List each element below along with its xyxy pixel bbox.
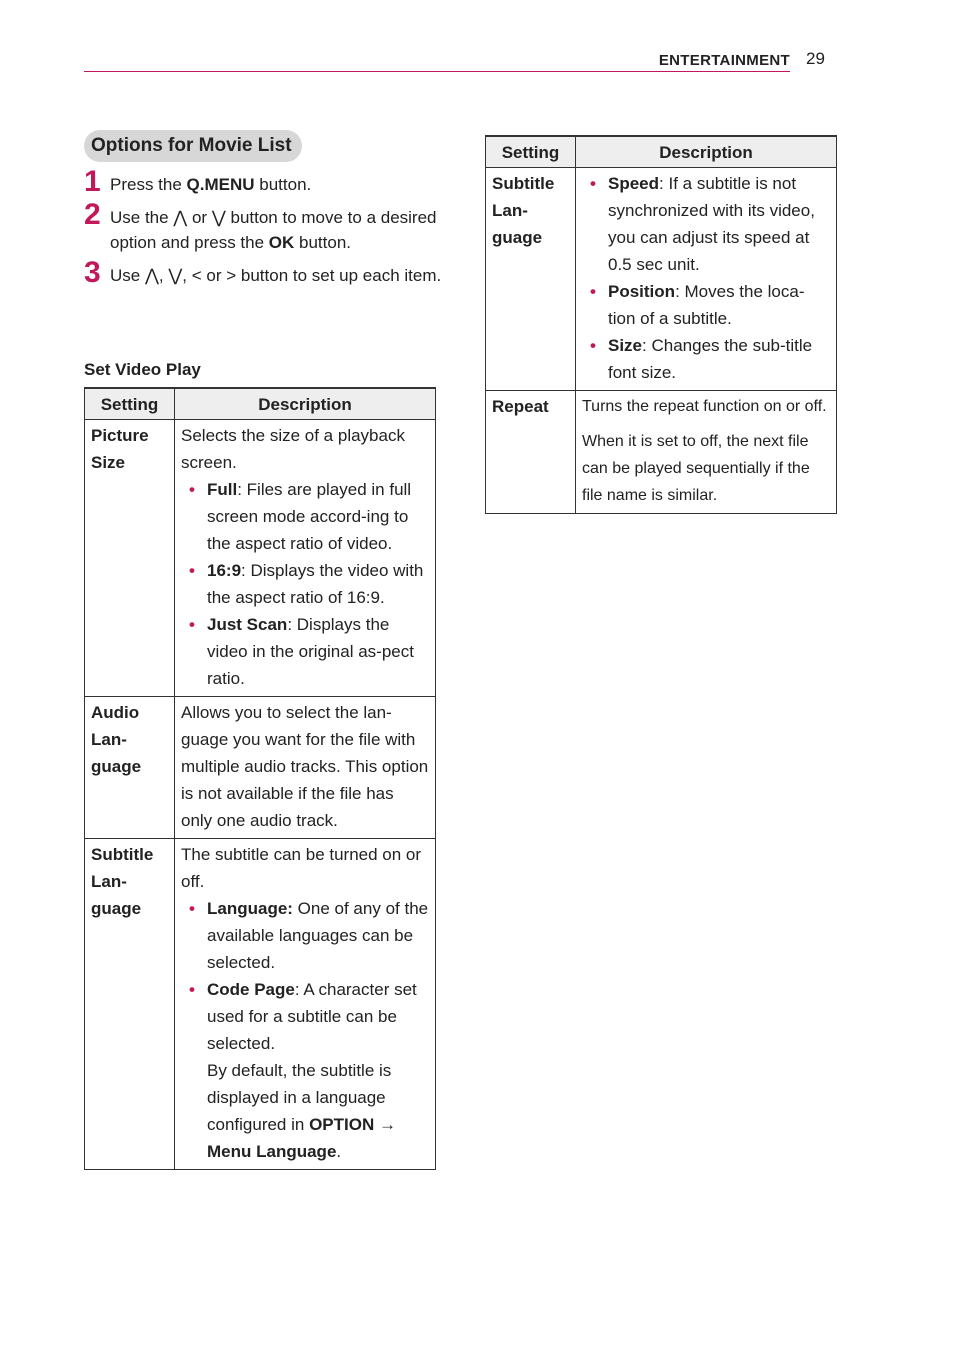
bullet-term: Position [608,282,676,301]
setting-name-line: guage [91,899,142,918]
list-item [181,976,429,1057]
step-text-part: button. [294,233,351,252]
setting-description [175,697,436,839]
bullet-term: Size [608,336,643,355]
setting-name-line: Audio [91,703,140,722]
step-text [110,172,444,197]
setting-description [576,168,837,391]
bullet-term: Just Scan [207,615,288,634]
bullet-list [582,170,830,386]
step-3 [84,256,444,289]
description-text: Allows you to select the lan-guage you want for the file with multiple audio tracks. This option is not available if the file has only one audio track. [181,703,429,830]
setting-name-line: Lan- [91,730,127,749]
bullet-list [181,895,429,1057]
sub-title: Set Video Play [84,360,201,379]
bullet-text: : Moves the loca-tion of a subtitle. [608,282,805,328]
step-1 [84,165,444,198]
note-text: By default, the subtitle is displayed in a language configured in [207,1061,392,1134]
list-item [181,611,429,692]
bullet-term: Speed [608,174,660,193]
setting-description [175,839,436,1170]
step-text: Use ⋀, ⋁, < or > button to set up each item. [110,266,442,285]
setting-description [576,391,837,514]
setting-name-line: Picture [91,426,149,445]
column-header-setting: Setting [85,388,175,420]
bullet-term: Code Page [207,980,295,999]
table-header-row [85,388,436,420]
default-language-note [181,1057,429,1165]
table-row-picture-size [85,420,436,697]
setting-name-line: Lan- [91,872,127,891]
bullet-text: : Displays the video with the aspect ratio of 16:9. [207,561,424,607]
step-2 [84,198,444,255]
description-intro: The subtitle can be turned on or off. [181,845,422,891]
setting-name-line: guage [91,757,142,776]
table-row-subtitle-language [85,839,436,1170]
description-intro: Selects the size of a playback screen. [181,426,405,472]
step-text-part: button. [254,175,312,194]
setting-name-line: Subtitle [492,174,555,193]
table-row-subtitle-language [486,168,837,391]
table-header-row [486,136,837,168]
bullet-text: : Displays the video in the original as-pect ratio. [207,615,414,688]
step-list [84,165,444,296]
left-options-table [84,387,436,1170]
list-item [181,895,429,976]
list-item [582,170,830,278]
step-text [110,205,444,255]
page-number: 29 [806,49,825,68]
bullet-term: Full [207,480,238,499]
bullet-term: 16:9 [207,561,242,580]
header-section-label: ENTERTAINMENT [658,52,790,69]
list-item [582,332,830,386]
note-menu-language: Menu Language [207,1142,337,1161]
bullet-text: One of any of the available languages can be selected. [207,899,429,972]
step-number: 2 [84,198,101,231]
setting-name-line: Lan- [492,201,528,220]
step-number: 3 [84,256,101,289]
setting-name-line: Subtitle [91,845,154,864]
setting-description [175,420,436,697]
bullet-list [181,476,429,692]
bullet-text: : If a subtitle is not synchronized with its video, you can adjust its speed at 0.5 sec unit. [608,174,815,274]
repeat-description-1: Turns the repeat function on or off. [582,398,827,415]
table-row-audio-language [85,697,436,839]
setting-name [85,839,175,1170]
step-number: 1 [84,165,101,198]
setting-name-line: Size [91,453,126,472]
list-item [582,278,830,332]
bullet-term: Language: [207,899,293,918]
list-item [181,557,429,611]
column-header-setting: Setting [486,136,576,168]
bullet-text: : Files are played in full screen mode accord-ing to the aspect ratio of video. [207,480,412,553]
step-text-part: Press the [110,175,187,194]
bullet-text: : A character set used for a subtitle can be selected. [207,980,417,1053]
setting-name-line: guage [492,228,543,247]
setting-name [486,168,576,391]
bullet-text: : Changes the sub-title font size. [608,336,813,382]
setting-name [85,420,175,697]
list-item [181,476,429,557]
table-row-repeat [486,391,837,514]
repeat-description-2: When it is set to off, the next file can be played sequentially if the file name is similar. [582,433,810,504]
column-header-description: Description [175,388,436,420]
setting-name [85,697,175,839]
section-title: Options for Movie List [84,130,302,162]
right-options-table [485,135,837,514]
header-rule [84,71,790,72]
column-header-description: Description [576,136,837,168]
setting-name: Repeat [486,391,576,514]
note-option: OPTION → [309,1115,396,1134]
ok-button-name: OK [268,233,295,252]
step-text-part: Use the ⋀ or ⋁ button to move to a desired option and press the [110,208,437,252]
note-end: . [336,1142,342,1161]
qmenu-button-name: Q.MENU [186,175,255,194]
